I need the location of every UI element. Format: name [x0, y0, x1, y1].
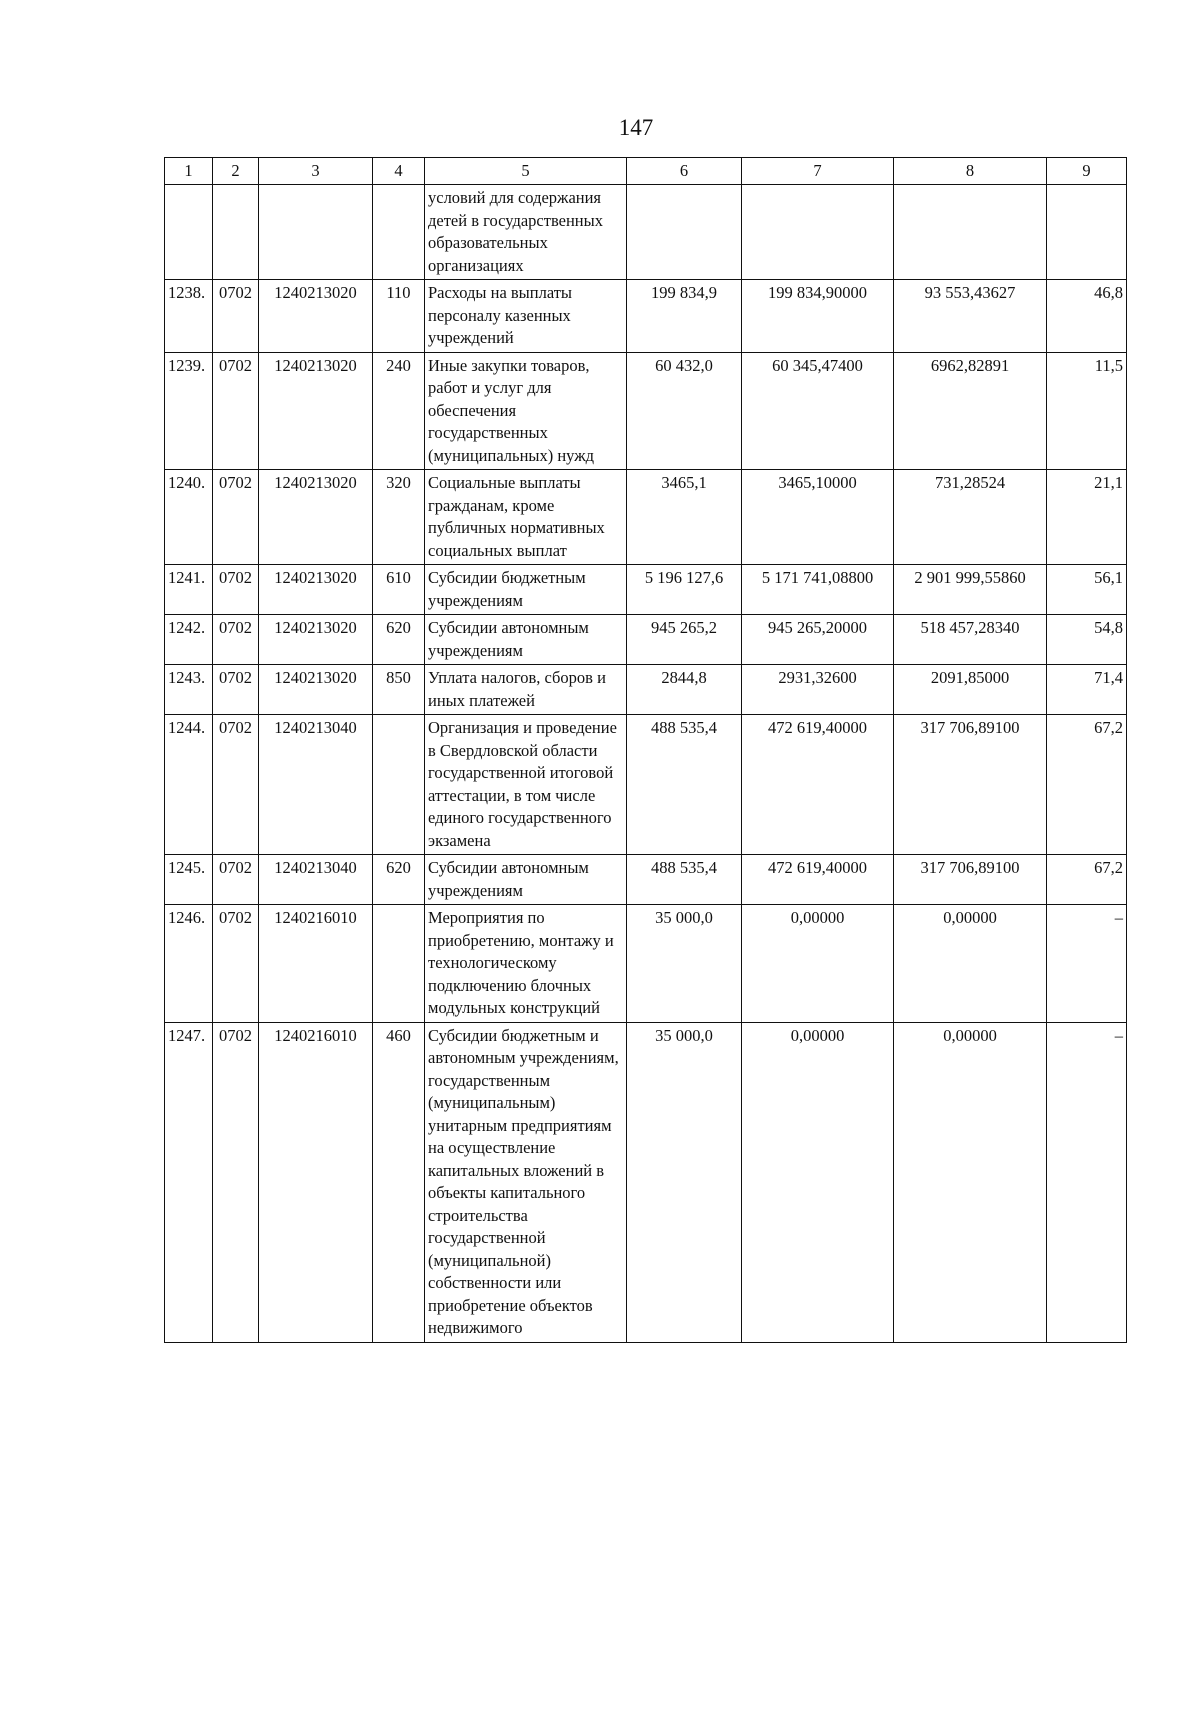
header-col-1: 1 — [165, 158, 213, 185]
table-row — [165, 715, 1127, 855]
col-6-value: 199 834,9 — [627, 280, 742, 353]
header-col-3: 3 — [259, 158, 373, 185]
col-7-value: 3465,10000 — [742, 470, 894, 565]
col-9-percent: 54,8 — [1047, 615, 1127, 665]
col-8-value: 317 706,89100 — [894, 855, 1047, 905]
col-8-value: 93 553,43627 — [894, 280, 1047, 353]
expense-type-code — [373, 715, 425, 855]
section-code: 0702 — [213, 280, 259, 353]
target-article-code: 1240213040 — [259, 715, 373, 855]
section-code: 0702 — [213, 470, 259, 565]
row-number: 1243. — [165, 665, 213, 715]
col-6-value: 2844,8 — [627, 665, 742, 715]
col-6-value: 488 535,4 — [627, 715, 742, 855]
col-7-value: 199 834,90000 — [742, 280, 894, 353]
item-name: Субсидии бюджетным учреждениям — [425, 565, 627, 615]
table-row — [165, 185, 1127, 280]
section-code: 0702 — [213, 855, 259, 905]
item-name: условий для содержания детей в государственных образовательных организациях — [425, 185, 627, 280]
table-row — [165, 470, 1127, 565]
col-6-value: 35 000,0 — [627, 1022, 742, 1342]
col-9-percent: 46,8 — [1047, 280, 1127, 353]
row-number: 1247. — [165, 1022, 213, 1342]
header-col-7: 7 — [742, 158, 894, 185]
row-number: 1238. — [165, 280, 213, 353]
col-7-value: 0,00000 — [742, 1022, 894, 1342]
expense-type-code — [373, 185, 425, 280]
target-article-code: 1240213020 — [259, 665, 373, 715]
col-6-value: 3465,1 — [627, 470, 742, 565]
col-6-value: 488 535,4 — [627, 855, 742, 905]
item-name: Социальные выплаты гражданам, кроме публичных нормативных социальных выплат — [425, 470, 627, 565]
table-row — [165, 565, 1127, 615]
row-number: 1239. — [165, 352, 213, 470]
target-article-code: 1240213020 — [259, 280, 373, 353]
section-code: 0702 — [213, 1022, 259, 1342]
col-7-value: 60 345,47400 — [742, 352, 894, 470]
target-article-code: 1240213020 — [259, 615, 373, 665]
expense-type-code: 460 — [373, 1022, 425, 1342]
col-8-value: 317 706,89100 — [894, 715, 1047, 855]
col-6-value — [627, 185, 742, 280]
page-number: 147 — [618, 115, 654, 140]
row-number: 1241. — [165, 565, 213, 615]
item-name: Субсидии бюджетным и автономным учреждениям, государственным (муниципальным) унитарным предприятиям на осуществление капитальных вложений в объекты капитального строительства государственной (муниципальной) собственности или приобретение объектов недвижимого — [425, 1022, 627, 1342]
section-code: 0702 — [213, 565, 259, 615]
table-body — [165, 185, 1127, 1343]
col-9-percent: 21,1 — [1047, 470, 1127, 565]
budget-table — [164, 157, 1127, 1343]
expense-type-code — [373, 905, 425, 1023]
col-7-value: 5 171 741,08800 — [742, 565, 894, 615]
col-6-value: 60 432,0 — [627, 352, 742, 470]
col-8-value: 731,28524 — [894, 470, 1047, 565]
row-number: 1242. — [165, 615, 213, 665]
row-number: 1244. — [165, 715, 213, 855]
expense-type-code: 320 — [373, 470, 425, 565]
col-7-value: 472 619,40000 — [742, 715, 894, 855]
table-row — [165, 665, 1127, 715]
header-col-6: 6 — [627, 158, 742, 185]
col-7-value: 2931,32600 — [742, 665, 894, 715]
header-col-4: 4 — [373, 158, 425, 185]
table-row — [165, 1022, 1127, 1342]
expense-type-code: 850 — [373, 665, 425, 715]
row-number: 1245. — [165, 855, 213, 905]
expense-type-code: 110 — [373, 280, 425, 353]
header-row — [165, 158, 1127, 185]
header-col-5: 5 — [425, 158, 627, 185]
section-code: 0702 — [213, 615, 259, 665]
col-7-value — [742, 185, 894, 280]
section-code: 0702 — [213, 352, 259, 470]
section-code: 0702 — [213, 905, 259, 1023]
col-9-percent — [1047, 185, 1127, 280]
table-row — [165, 905, 1127, 1023]
target-article-code: 1240213020 — [259, 565, 373, 615]
col-8-value: 2091,85000 — [894, 665, 1047, 715]
row-number: 1240. — [165, 470, 213, 565]
header-col-9: 9 — [1047, 158, 1127, 185]
section-code: 0702 — [213, 715, 259, 855]
expense-type-code: 240 — [373, 352, 425, 470]
expense-type-code: 620 — [373, 615, 425, 665]
col-7-value: 945 265,20000 — [742, 615, 894, 665]
target-article-code: 1240216010 — [259, 1022, 373, 1342]
item-name: Мероприятия по приобретению, монтажу и технологическому подключению блочных модульных конструкций — [425, 905, 627, 1023]
section-code — [213, 185, 259, 280]
target-article-code: 1240213020 — [259, 352, 373, 470]
section-code: 0702 — [213, 665, 259, 715]
expense-type-code: 620 — [373, 855, 425, 905]
col-9-percent: 56,1 — [1047, 565, 1127, 615]
table-row — [165, 615, 1127, 665]
item-name: Субсидии автономным учреждениям — [425, 615, 627, 665]
row-number: 1246. — [165, 905, 213, 1023]
target-article-code: 1240216010 — [259, 905, 373, 1023]
col-6-value: 945 265,2 — [627, 615, 742, 665]
col-7-value: 472 619,40000 — [742, 855, 894, 905]
col-8-value: 2 901 999,55860 — [894, 565, 1047, 615]
table-header — [165, 158, 1127, 185]
table-row — [165, 352, 1127, 470]
item-name: Иные закупки товаров, работ и услуг для обеспечения государственных (муниципальных) нужд — [425, 352, 627, 470]
col-6-value: 5 196 127,6 — [627, 565, 742, 615]
col-9-percent: – — [1047, 1022, 1127, 1342]
col-6-value: 35 000,0 — [627, 905, 742, 1023]
col-9-percent: 67,2 — [1047, 715, 1127, 855]
col-8-value — [894, 185, 1047, 280]
table-row — [165, 280, 1127, 353]
header-col-2: 2 — [213, 158, 259, 185]
item-name: Расходы на выплаты персоналу казенных учреждений — [425, 280, 627, 353]
target-article-code — [259, 185, 373, 280]
item-name: Субсидии автономным учреждениям — [425, 855, 627, 905]
col-9-percent: 11,5 — [1047, 352, 1127, 470]
item-name: Организация и проведение в Свердловской области государственной итоговой аттестации, в том числе единого государственного экзамена — [425, 715, 627, 855]
col-9-percent: – — [1047, 905, 1127, 1023]
col-7-value: 0,00000 — [742, 905, 894, 1023]
col-8-value: 518 457,28340 — [894, 615, 1047, 665]
item-name: Уплата налогов, сборов и иных платежей — [425, 665, 627, 715]
expense-type-code: 610 — [373, 565, 425, 615]
col-8-value: 0,00000 — [894, 905, 1047, 1023]
target-article-code: 1240213020 — [259, 470, 373, 565]
col-8-value: 6962,82891 — [894, 352, 1047, 470]
header-col-8: 8 — [894, 158, 1047, 185]
row-number — [165, 185, 213, 280]
col-8-value: 0,00000 — [894, 1022, 1047, 1342]
table-row — [165, 855, 1127, 905]
col-9-percent: 71,4 — [1047, 665, 1127, 715]
target-article-code: 1240213040 — [259, 855, 373, 905]
col-9-percent: 67,2 — [1047, 855, 1127, 905]
